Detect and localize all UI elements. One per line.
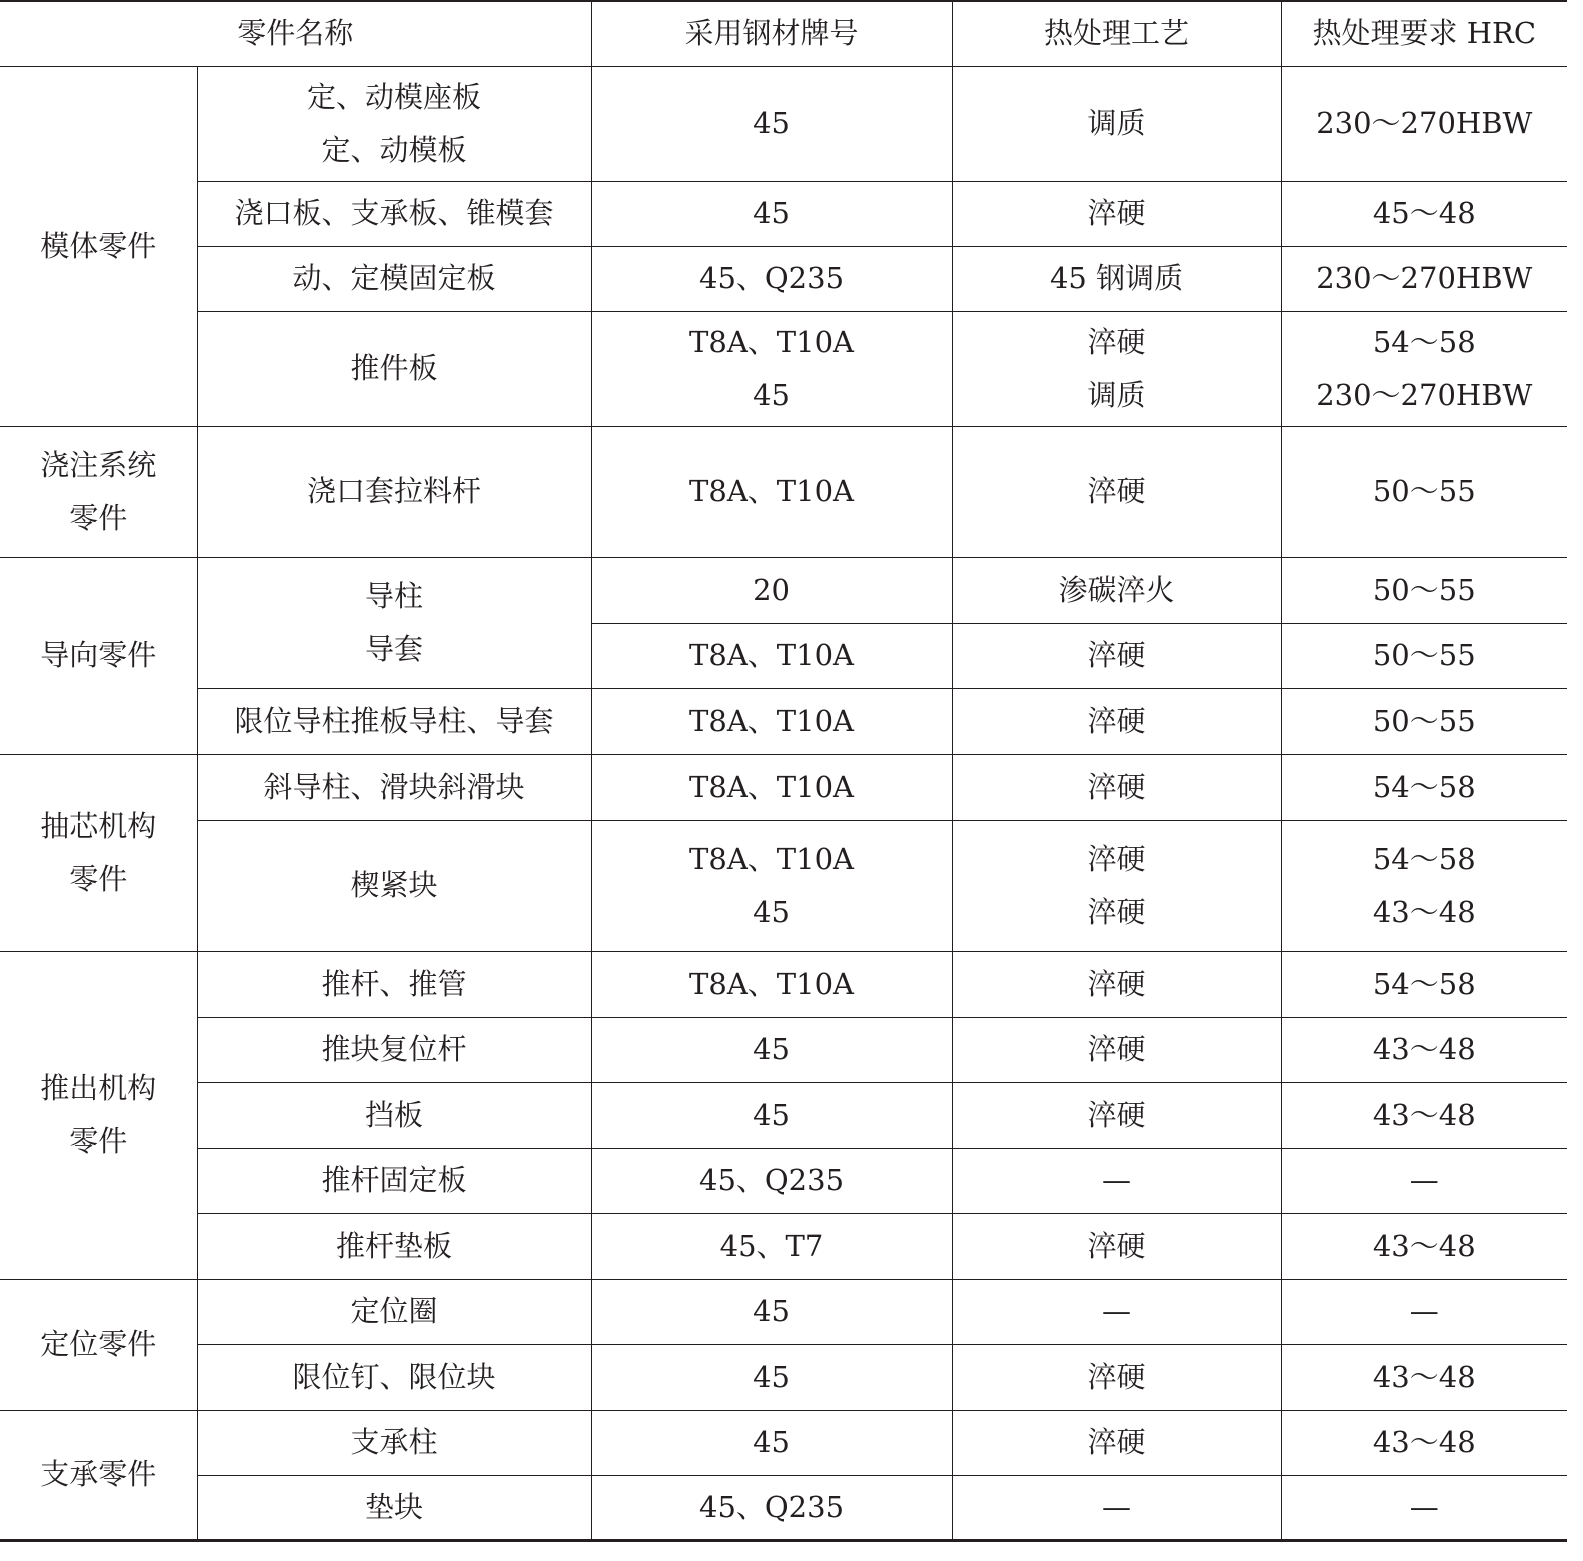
hrc-cell: 54～58 43～48 <box>1281 820 1567 951</box>
steel-cell: T8A、T10A <box>591 951 952 1017</box>
steel-cell: 45 <box>591 181 952 246</box>
part-name-cell: 斜导柱、滑块斜滑块 <box>197 754 591 820</box>
hrc-cell: 43～48 <box>1281 1082 1567 1148</box>
header-part-name: 零件名称 <box>0 1 591 66</box>
steel-cell: T8A、T10A 45 <box>591 311 952 426</box>
steel-cell: T8A、T10A 45 <box>591 820 952 951</box>
hrc-cell: 50～55 <box>1281 557 1567 623</box>
process-cell: 淬硬 <box>952 623 1281 688</box>
process-cell: 淬硬 <box>952 1213 1281 1279</box>
process-cell: 淬硬 <box>952 1017 1281 1082</box>
hrc-cell: 45～48 <box>1281 181 1567 246</box>
process-cell: 淬硬 <box>952 1410 1281 1475</box>
hrc-cell: 50～55 <box>1281 426 1567 557</box>
group-label: 导向零件 <box>0 557 197 754</box>
hrc-cell: 50～55 <box>1281 688 1567 754</box>
steel-cell: 45 <box>591 1410 952 1475</box>
part-name-cell: 推块复位杆 <box>197 1017 591 1082</box>
table-row <box>0 426 1567 557</box>
group-label: 抽芯机构 零件 <box>0 754 197 951</box>
steel-cell: 45、Q235 <box>591 1475 952 1540</box>
hrc-cell: 43～48 <box>1281 1410 1567 1475</box>
header-row <box>0 1 1567 66</box>
process-cell: 45 钢调质 <box>952 246 1281 311</box>
part-name-cell: 定位圈 <box>197 1279 591 1344</box>
hrc-cell: 54～58 <box>1281 754 1567 820</box>
table-row <box>0 1279 1567 1344</box>
group-label: 模体零件 <box>0 66 197 426</box>
hrc-cell: 43～48 <box>1281 1017 1567 1082</box>
process-cell: — <box>952 1279 1281 1344</box>
process-cell: — <box>952 1475 1281 1540</box>
steel-cell: 45 <box>591 66 952 181</box>
part-name-cell: 浇口板、支承板、锥模套 <box>197 181 591 246</box>
group-label: 支承零件 <box>0 1410 197 1540</box>
hrc-cell: 54～58 <box>1281 951 1567 1017</box>
part-name-cell: 推件板 <box>197 311 591 426</box>
process-cell: 淬硬 <box>952 181 1281 246</box>
table-row <box>0 688 1567 754</box>
hrc-cell: — <box>1281 1475 1567 1540</box>
process-cell: 淬硬 <box>952 754 1281 820</box>
part-name-cell: 支承柱 <box>197 1410 591 1475</box>
table-row <box>0 1148 1567 1213</box>
table-row <box>0 246 1567 311</box>
hrc-cell: 54～58 230～270HBW <box>1281 311 1567 426</box>
process-cell: 淬硬 <box>952 688 1281 754</box>
part-name-cell: 挡板 <box>197 1082 591 1148</box>
steel-cell: 45、T7 <box>591 1213 952 1279</box>
steel-cell: T8A、T10A <box>591 426 952 557</box>
steel-cell: 45 <box>591 1344 952 1410</box>
process-cell: 渗碳淬火 <box>952 557 1281 623</box>
table-row <box>0 1475 1567 1540</box>
table-row <box>0 557 1567 623</box>
process-cell: 淬硬 <box>952 951 1281 1017</box>
header-steel-grade: 采用钢材牌号 <box>591 1 952 66</box>
table-row <box>0 820 1567 951</box>
hrc-cell: 230～270HBW <box>1281 246 1567 311</box>
steel-cell: 45、Q235 <box>591 1148 952 1213</box>
table-row <box>0 311 1567 426</box>
process-cell: 调质 <box>952 66 1281 181</box>
hrc-cell: 230～270HBW <box>1281 66 1567 181</box>
table-row <box>0 1082 1567 1148</box>
header-hrc: 热处理要求 HRC <box>1281 1 1567 66</box>
steel-cell: 20 <box>591 557 952 623</box>
process-cell: 淬硬 <box>952 1082 1281 1148</box>
hrc-cell: 43～48 <box>1281 1213 1567 1279</box>
part-name-cell: 推杆固定板 <box>197 1148 591 1213</box>
part-name-cell: 定、动模座板 定、动模板 <box>197 66 591 181</box>
table-row <box>0 951 1567 1017</box>
part-name-cell: 推杆、推管 <box>197 951 591 1017</box>
process-cell: 淬硬 调质 <box>952 311 1281 426</box>
process-cell: 淬硬 <box>952 1344 1281 1410</box>
steel-cell: T8A、T10A <box>591 688 952 754</box>
part-name-cell: 限位钉、限位块 <box>197 1344 591 1410</box>
part-name-cell: 推杆垫板 <box>197 1213 591 1279</box>
hrc-cell: — <box>1281 1279 1567 1344</box>
part-name-cell: 导柱 导套 <box>197 557 591 688</box>
table-row <box>0 66 1567 181</box>
table-row <box>0 1410 1567 1475</box>
header-process: 热处理工艺 <box>952 1 1281 66</box>
group-label: 推出机构 零件 <box>0 951 197 1279</box>
process-cell: 淬硬 淬硬 <box>952 820 1281 951</box>
process-cell: 淬硬 <box>952 426 1281 557</box>
steel-cell: T8A、T10A <box>591 623 952 688</box>
group-label: 浇注系统 零件 <box>0 426 197 557</box>
process-cell: — <box>952 1148 1281 1213</box>
part-name-cell: 垫块 <box>197 1475 591 1540</box>
part-name-cell: 动、定模固定板 <box>197 246 591 311</box>
table-row <box>0 1017 1567 1082</box>
group-label: 定位零件 <box>0 1279 197 1410</box>
hrc-cell: 43～48 <box>1281 1344 1567 1410</box>
part-name-cell: 浇口套拉料杆 <box>197 426 591 557</box>
steel-cell: 45、Q235 <box>591 246 952 311</box>
table-row <box>0 1344 1567 1410</box>
part-name-cell: 楔紧块 <box>197 820 591 951</box>
steel-cell: T8A、T10A <box>591 754 952 820</box>
table-row <box>0 181 1567 246</box>
steel-cell: 45 <box>591 1082 952 1148</box>
part-name-cell: 限位导柱推板导柱、导套 <box>197 688 591 754</box>
steel-cell: 45 <box>591 1279 952 1344</box>
steel-cell: 45 <box>591 1017 952 1082</box>
table-row <box>0 754 1567 820</box>
hrc-cell: — <box>1281 1148 1567 1213</box>
table-row <box>0 1213 1567 1279</box>
hrc-cell: 50～55 <box>1281 623 1567 688</box>
